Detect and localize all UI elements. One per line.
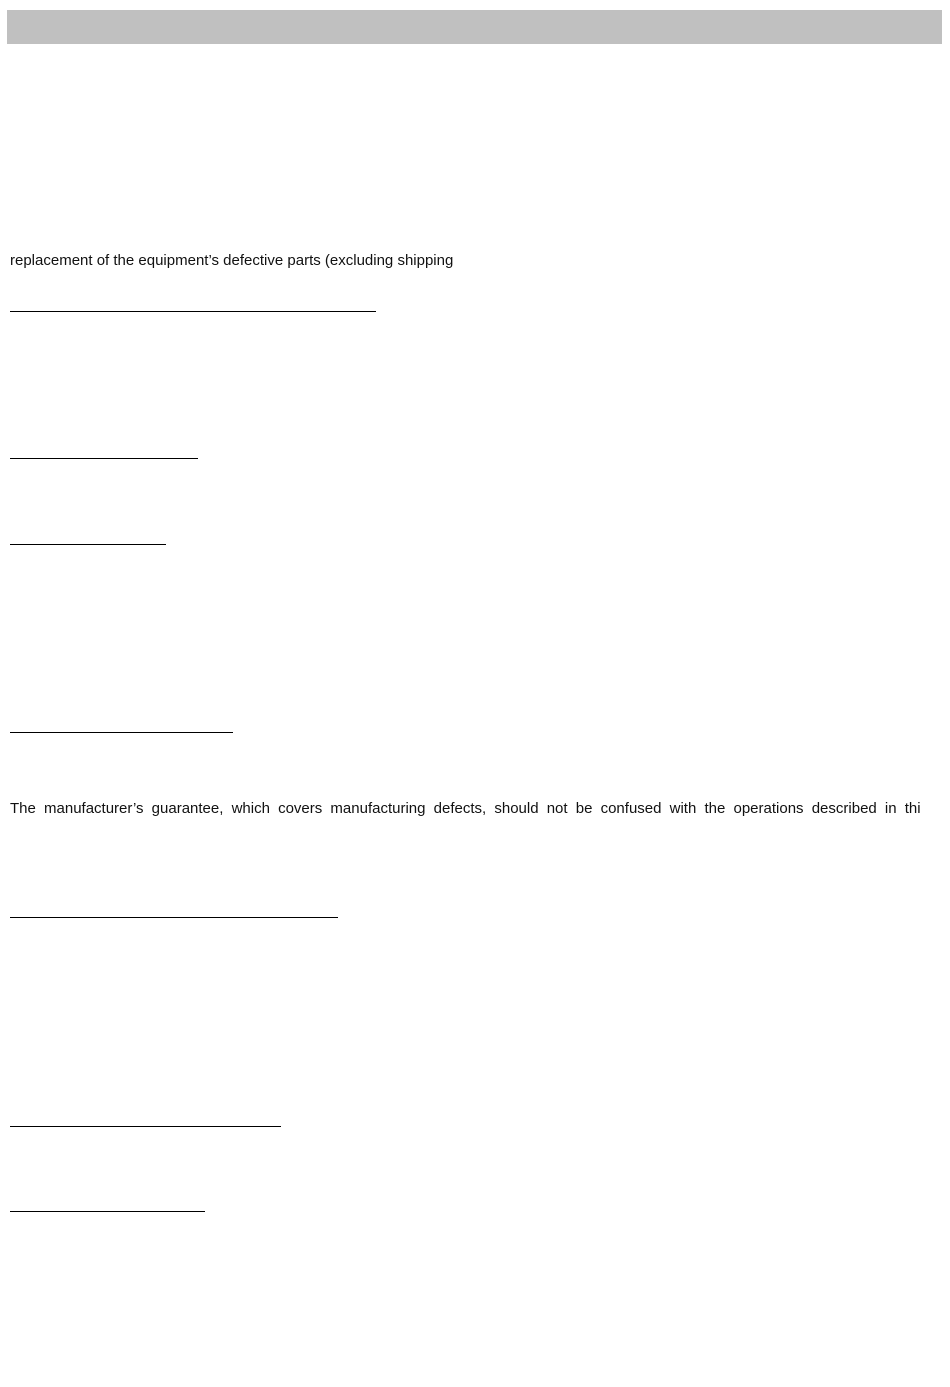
signature-rule-7	[10, 1211, 205, 1212]
text-line-guarantee: The manufacturer’s guarantee, which covers manufacturing defects, should not be confused with the operations described in thi	[10, 800, 921, 817]
text-line-replacement: replacement of the equipment’s defective parts (excluding shipping	[10, 252, 454, 269]
signature-rule-1	[10, 311, 376, 312]
header-bar	[7, 10, 942, 44]
signature-rule-2	[10, 458, 198, 459]
signature-rule-5	[10, 917, 338, 918]
signature-rule-4	[10, 732, 233, 733]
signature-rule-6	[10, 1126, 281, 1127]
signature-rule-3	[10, 544, 166, 545]
